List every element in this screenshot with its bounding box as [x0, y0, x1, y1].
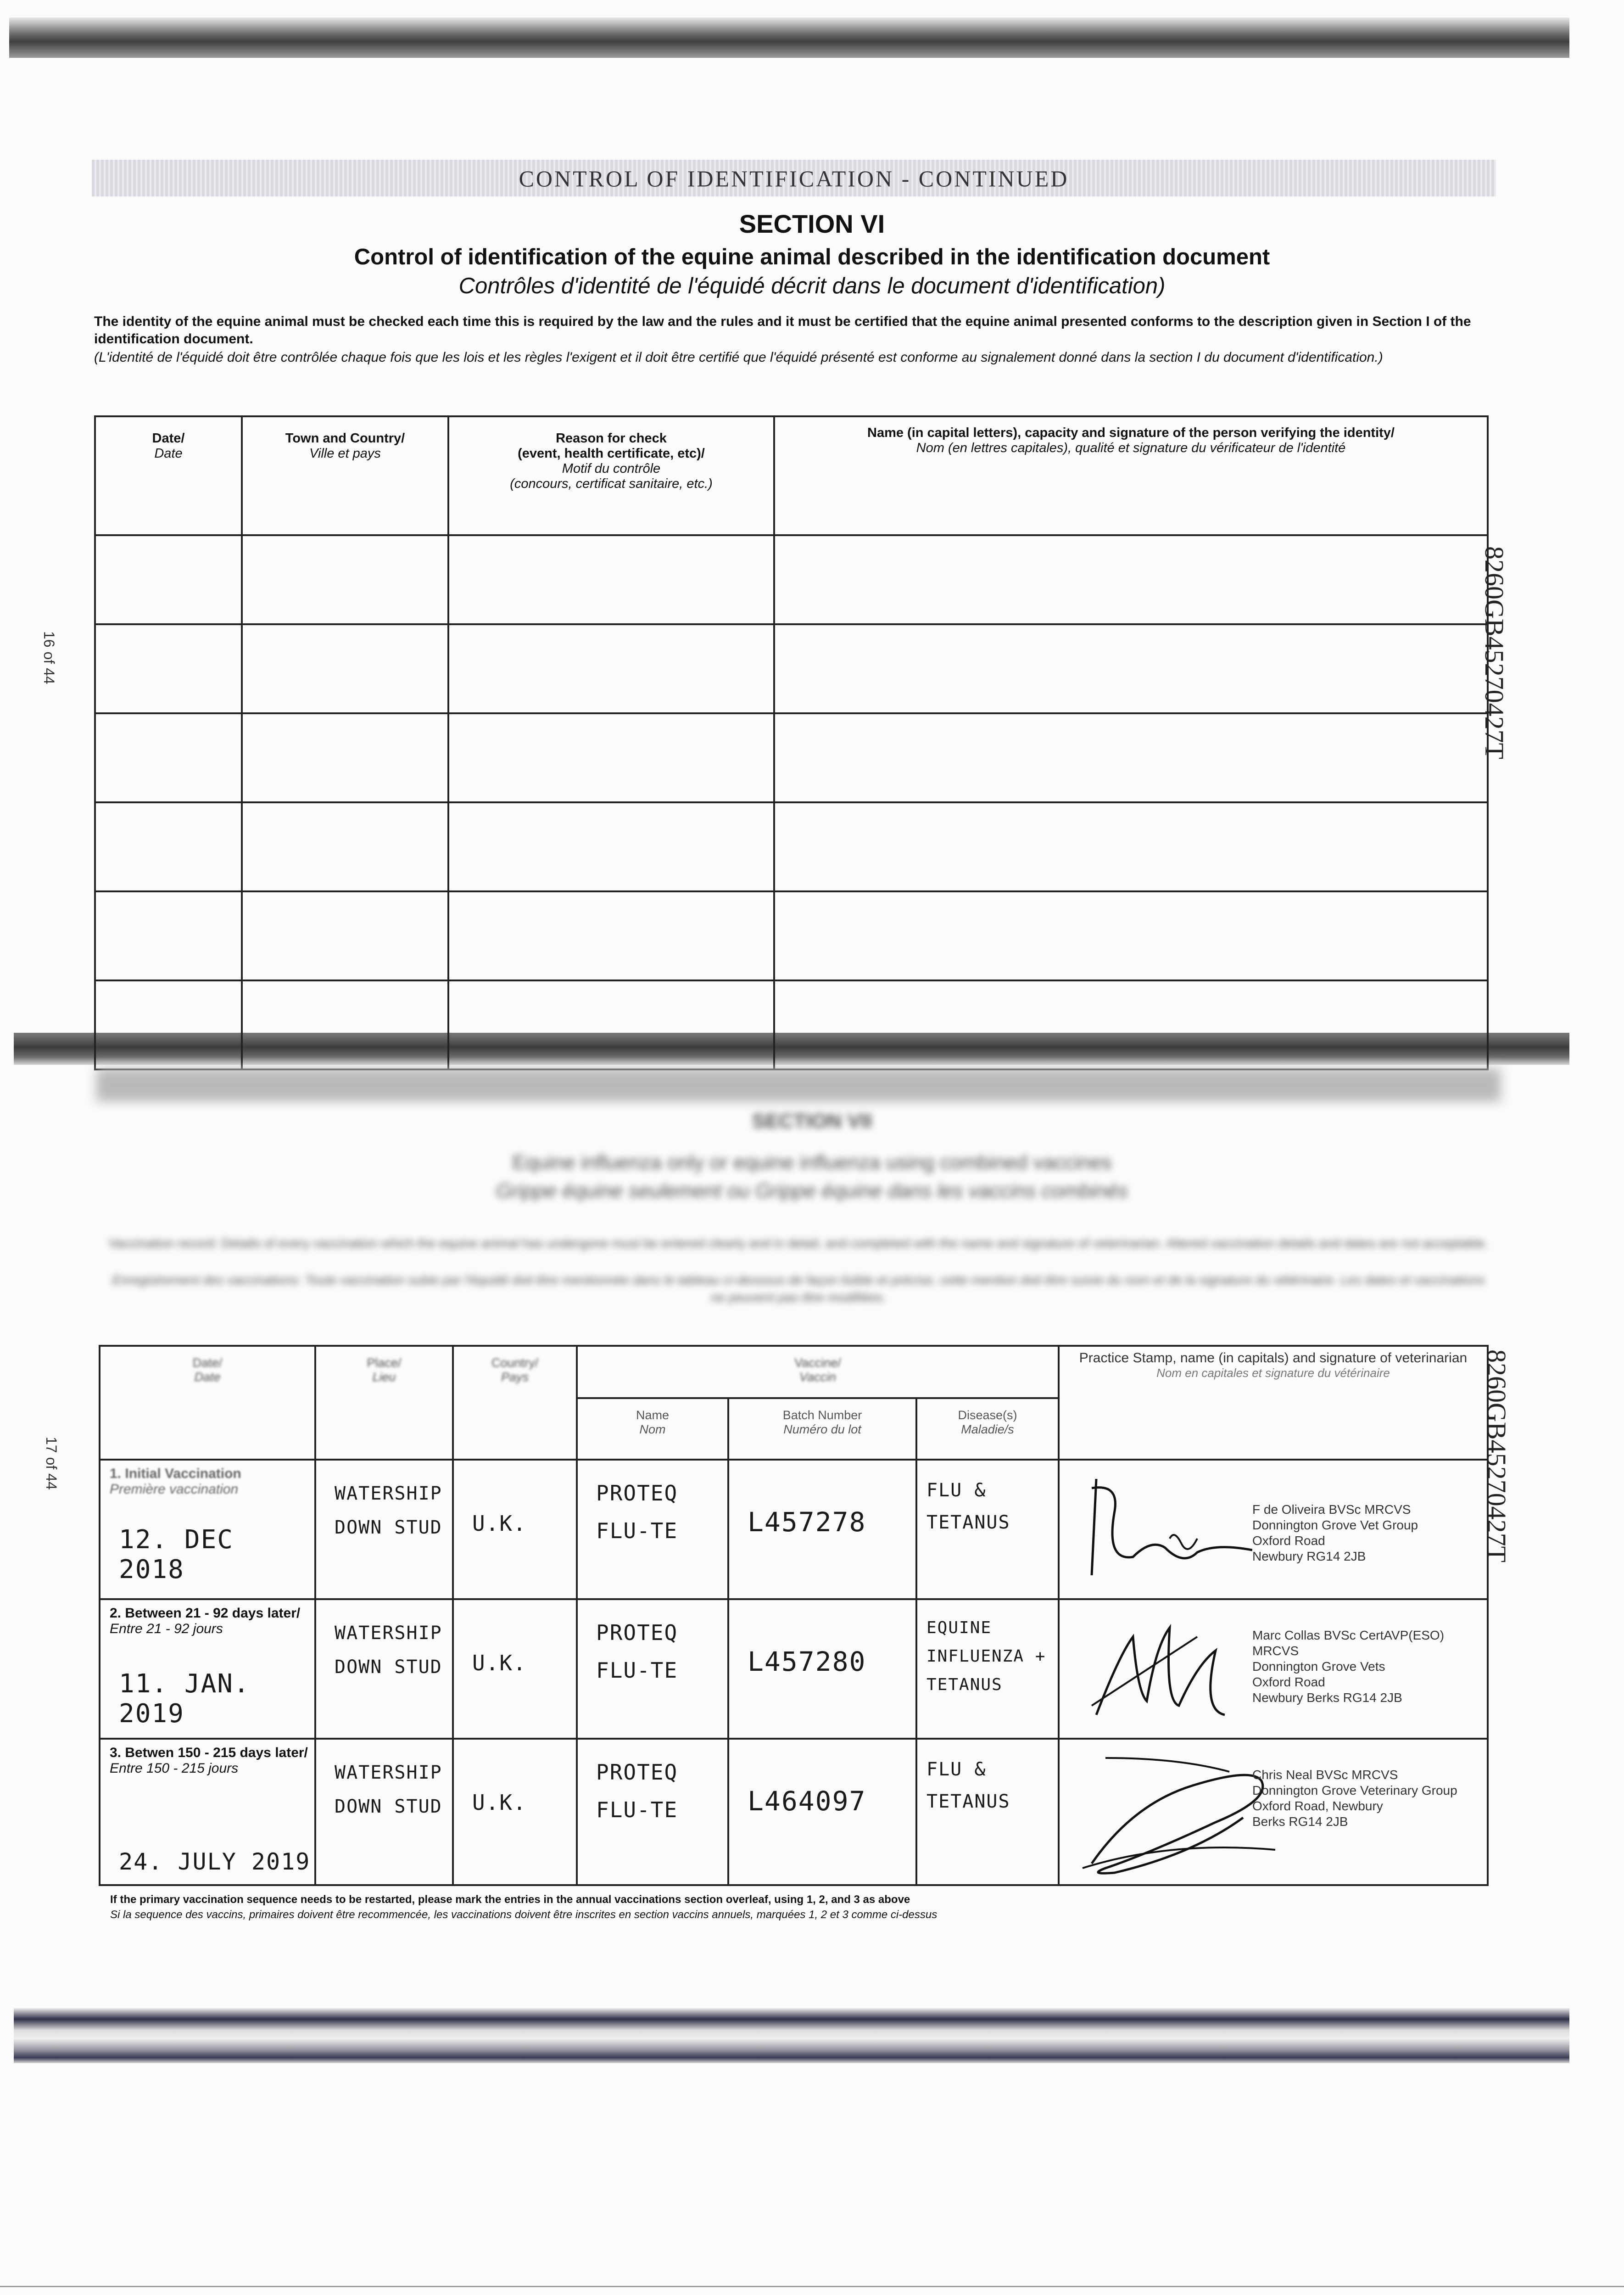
- identification-check-table: [94, 415, 1489, 1070]
- page-number: 17 of 44: [43, 1437, 60, 1490]
- country-cell[interactable]: [453, 1599, 577, 1739]
- vaccination-date: 24. JULY 2019: [119, 1848, 311, 1875]
- table-row: [95, 713, 1488, 802]
- date-cell[interactable]: [95, 713, 242, 802]
- section7-subtitle-fr: Grippe équine seulement ou Grippe équine dans les vaccins combinés: [496, 1180, 1128, 1202]
- col-vaccine: Vaccine/ Vaccin: [577, 1346, 1059, 1398]
- batch-cell[interactable]: [728, 1599, 916, 1739]
- col-vaccine-name: Name Nom: [577, 1398, 728, 1460]
- batch-number-value: L464097: [748, 1786, 866, 1817]
- intro-en: The identity of the equine animal must be checked each time this is required by the law and the rules and it must be certified that the equine animal presented conforms to the description given in Section I of the identification document.: [94, 314, 1471, 347]
- disease-value: EQUINE INFLUENZA + TETANUS: [926, 1618, 1046, 1694]
- col-verifier: Name (in capital letters), capacity and signature of the person verifying the identity/ Nom (en lettres capitales), qualité et signature du vérificateur de l'identité: [774, 416, 1488, 535]
- town-cell[interactable]: [242, 891, 448, 980]
- col-reason: Reason for check (event, health certificate, etc)/ Motif du contrôle (concours, certificat sanitaire, etc.): [448, 416, 774, 535]
- table-row: [95, 980, 1488, 1069]
- practice-stamp-cell[interactable]: [1059, 1739, 1488, 1885]
- disease-value: FLU & TETANUS: [926, 1480, 1010, 1533]
- table-row: [95, 802, 1488, 891]
- vaccination-date: 11. JAN. 2019: [119, 1669, 250, 1729]
- scan-bottom-line: [0, 2286, 1624, 2287]
- section7-subtitle-en: Equine influenza only or equine influenza using combined vaccines: [512, 1151, 1112, 1174]
- reason-cell[interactable]: [448, 713, 774, 802]
- page-number: 16 of 44: [41, 631, 57, 684]
- stage-label: 1. Initial Vaccination Première vaccination: [110, 1466, 241, 1497]
- vaccine-name-value: PROTEQ FLU-TE: [596, 1760, 678, 1822]
- place-cell[interactable]: [315, 1599, 453, 1739]
- date-cell[interactable]: [95, 802, 242, 891]
- section7-note-fr: Enregistrement des vaccinations: Toute vaccination subie par l'équidé doit être mentionnée dans le tableau ci-dessous de façon lisible et précise, cette mention doit être suivie du nom et de la signature du vétérinaire. Les dates et vaccinations ne peuvent pas être modifiées.: [112, 1273, 1485, 1304]
- country-cell[interactable]: [453, 1739, 577, 1885]
- reason-cell[interactable]: [448, 802, 774, 891]
- col-place: Place/ Lieu: [315, 1346, 453, 1460]
- batch-cell[interactable]: [728, 1739, 916, 1885]
- vet-stamp: Marc Collas BVSc CertAVP(ESO) MRCVS Donnington Grove Vets Oxford Road Newbury Berks RG14 2JB: [1252, 1628, 1445, 1705]
- reason-cell[interactable]: [448, 980, 774, 1069]
- place-value: WATERSHIP DOWN STUD: [335, 1623, 442, 1678]
- vaccine-name-value: PROTEQ FLU-TE: [596, 1620, 678, 1683]
- place-cell[interactable]: [315, 1460, 453, 1599]
- col-practice-stamp: Practice Stamp, name (in capitals) and signature of veterinarian Nom en capitales et signature du vétérinaire: [1059, 1346, 1488, 1460]
- vaccination-date: 12. DEC 2018: [119, 1525, 234, 1584]
- town-cell[interactable]: [242, 624, 448, 713]
- table-row: [95, 624, 1488, 713]
- verifier-cell[interactable]: [774, 802, 1488, 891]
- section7-banner: [96, 1069, 1501, 1102]
- section7-note-en: Vaccination record: Details of every vaccination which the equine animal has undergone must be entered clearly and in detail, and completed with the name and signature of veterinarian. Altered vaccination details and dates are not acceptable.: [108, 1236, 1489, 1250]
- vet-signature: [1078, 1470, 1252, 1589]
- col-country: Country/ Pays: [453, 1346, 577, 1460]
- col-disease: Disease(s) Maladie/s: [916, 1398, 1059, 1460]
- date-cell[interactable]: [100, 1460, 315, 1599]
- batch-number-value: L457278: [748, 1506, 866, 1538]
- country-value: U.K.: [472, 1651, 527, 1675]
- vet-stamp: F de Oliveira BVSc MRCVS Donnington Grove Vet Group Oxford Road Newbury RG14 2JB: [1252, 1502, 1418, 1563]
- date-cell[interactable]: [100, 1739, 315, 1885]
- reason-cell[interactable]: [448, 624, 774, 713]
- section-title: SECTION VI: [739, 209, 885, 238]
- town-cell[interactable]: [242, 802, 448, 891]
- disease-cell[interactable]: [916, 1599, 1059, 1739]
- disease-cell[interactable]: [916, 1460, 1059, 1599]
- scan-bottom-band: [14, 2008, 1569, 2063]
- passport-id-code: 8260GB45270427T: [1479, 546, 1509, 759]
- verifier-cell[interactable]: [774, 891, 1488, 980]
- reason-cell[interactable]: [448, 535, 774, 624]
- date-cell[interactable]: [100, 1599, 315, 1739]
- date-cell[interactable]: [95, 535, 242, 624]
- intro-fr: (L'identité de l'équidé doit être contrôlée chaque fois que les lois et les règles l'exigent et il doit être certifié que l'équidé présenté est conforme au signalement donné dans la section I du document d'identification.): [94, 350, 1383, 365]
- country-value: U.K.: [472, 1790, 527, 1815]
- vaccine-name-cell[interactable]: [577, 1460, 728, 1599]
- town-cell[interactable]: [242, 980, 448, 1069]
- reason-cell[interactable]: [448, 891, 774, 980]
- footer-note-fr: Si la sequence des vaccins, primaires doivent être recommencée, les vaccinations doivent être inscrites en section vaccins annuels, marquées 1, 2 et 3 comme ci-dessus: [110, 1909, 938, 1921]
- vaccine-name-value: PROTEQ FLU-TE: [596, 1481, 678, 1543]
- verifier-cell[interactable]: [774, 713, 1488, 802]
- place-cell[interactable]: [315, 1739, 453, 1885]
- scan-top-band: [9, 17, 1569, 58]
- practice-stamp-cell[interactable]: [1059, 1599, 1488, 1739]
- verifier-cell[interactable]: [774, 624, 1488, 713]
- country-value: U.K.: [472, 1511, 527, 1536]
- section-subtitle-fr: Contrôles d'identité de l'équidé décrit dans le document d'identification): [458, 274, 1166, 298]
- passport-id-code: 8260GB45270427T: [1482, 1349, 1512, 1562]
- vet-stamp: Chris Neal BVSc MRCVS Donnington Grove Veterinary Group Oxford Road, Newbury Berks RG14 2JB: [1252, 1768, 1457, 1829]
- verifier-cell[interactable]: [774, 980, 1488, 1069]
- vaccine-name-cell[interactable]: [577, 1599, 728, 1739]
- table-row: [100, 1460, 1488, 1599]
- table-row: [100, 1739, 1488, 1885]
- batch-cell[interactable]: [728, 1460, 916, 1599]
- footer-note-en: If the primary vaccination sequence needs to be restarted, please mark the entries in the annual vaccinations section overleaf, using 1, 2, and 3 as above: [110, 1893, 910, 1906]
- country-cell[interactable]: [453, 1460, 577, 1599]
- stage-label: 2. Between 21 - 92 days later/ Entre 21 - 92 jours: [110, 1606, 301, 1636]
- disease-value: FLU & TETANUS: [926, 1759, 1010, 1812]
- vet-signature: [1078, 1609, 1252, 1729]
- date-cell[interactable]: [95, 891, 242, 980]
- batch-number-value: L457280: [748, 1646, 866, 1677]
- table-header-row: [95, 416, 1488, 535]
- table-row: [100, 1599, 1488, 1739]
- section-subtitle-en: Control of identification of the equine animal described in the identification document: [354, 245, 1270, 269]
- place-value: WATERSHIP DOWN STUD: [335, 1762, 442, 1817]
- place-value: WATERSHIP DOWN STUD: [335, 1483, 442, 1538]
- table-header-row: [100, 1346, 1488, 1398]
- stage-label: 3. Betwen 150 - 215 days later/ Entre 150 - 215 jours: [110, 1745, 308, 1776]
- col-date: Date/ Date: [100, 1346, 315, 1460]
- table-row: [95, 535, 1488, 624]
- town-cell[interactable]: [242, 535, 448, 624]
- section7-title: SECTION VII: [752, 1110, 872, 1132]
- vaccine-name-cell[interactable]: [577, 1739, 728, 1885]
- vaccination-table: [99, 1345, 1489, 1886]
- date-cell[interactable]: [95, 624, 242, 713]
- disease-cell[interactable]: [916, 1739, 1059, 1885]
- col-date: Date/ Date: [95, 416, 242, 535]
- vet-signature: [1078, 1749, 1280, 1882]
- col-batch-number: Batch Number Numéro du lot: [728, 1398, 916, 1460]
- verifier-cell[interactable]: [774, 535, 1488, 624]
- practice-stamp-cell[interactable]: [1059, 1460, 1488, 1599]
- table-row: [95, 891, 1488, 980]
- col-town-country: Town and Country/ Ville et pays: [242, 416, 448, 535]
- town-cell[interactable]: [242, 713, 448, 802]
- date-cell[interactable]: [95, 980, 242, 1069]
- page-banner: CONTROL OF IDENTIFICATION - CONTINUED: [519, 166, 1069, 191]
